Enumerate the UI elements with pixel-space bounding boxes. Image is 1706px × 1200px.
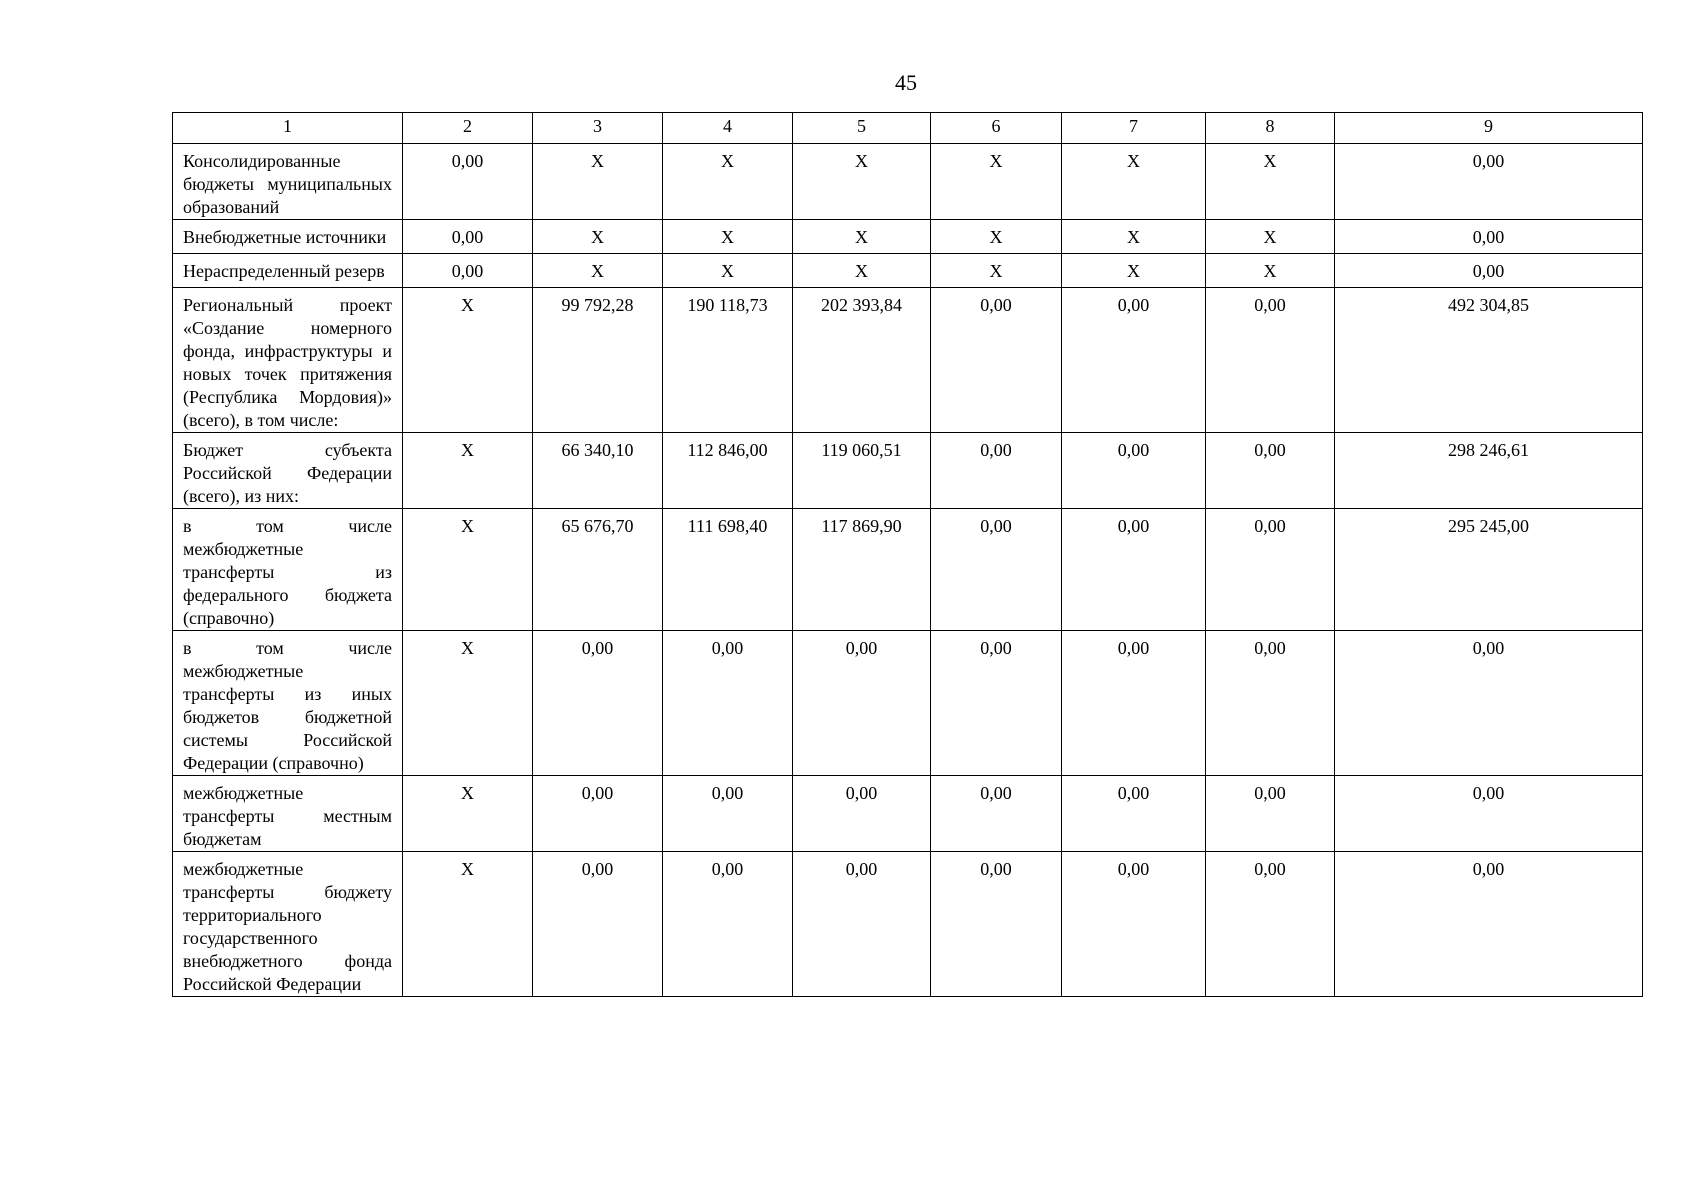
table-cell: X: [1062, 254, 1206, 288]
column-header: 6: [931, 113, 1062, 144]
table-cell: X: [403, 433, 533, 509]
table-cell: 0,00: [1062, 288, 1206, 433]
column-header: 7: [1062, 113, 1206, 144]
table-cell: 0,00: [533, 631, 663, 776]
table-cell: X: [663, 220, 793, 254]
table-cell: 112 846,00: [663, 433, 793, 509]
table-cell: 119 060,51: [793, 433, 931, 509]
column-header: 9: [1335, 113, 1643, 144]
table-cell: 0,00: [931, 852, 1062, 997]
table-cell: 0,00: [1206, 433, 1335, 509]
column-header: 1: [173, 113, 403, 144]
budget-table: [172, 112, 1643, 997]
table-cell: 0,00: [1206, 852, 1335, 997]
table-cell: 492 304,85: [1335, 288, 1643, 433]
table-row: [173, 433, 1643, 509]
table-row: [173, 852, 1643, 997]
row-label: Внебюджетные источники: [173, 220, 403, 254]
table-cell: 0,00: [663, 631, 793, 776]
table-cell: X: [1206, 144, 1335, 220]
table-cell: 190 118,73: [663, 288, 793, 433]
table-cell: 0,00: [1206, 509, 1335, 631]
row-label: Региональный проект «Создание номерного фонда, инфраструктуры и новых точек притяжения (Республика Мордовия)» (всего), в том числе:: [173, 288, 403, 433]
table-cell: X: [1062, 144, 1206, 220]
table-cell: X: [931, 254, 1062, 288]
row-label: Бюджет субъекта Российской Федерации (всего), из них:: [173, 433, 403, 509]
table-cell: 0,00: [793, 631, 931, 776]
table-row: [173, 220, 1643, 254]
table-cell: 0,00: [1206, 288, 1335, 433]
table-cell: 0,00: [1062, 852, 1206, 997]
table-cell: 0,00: [1206, 631, 1335, 776]
table-cell: 0,00: [533, 776, 663, 852]
table-cell: 0,00: [403, 254, 533, 288]
row-label: Нераспределенный резерв: [173, 254, 403, 288]
table-cell: 0,00: [931, 433, 1062, 509]
table-cell: 0,00: [1335, 220, 1643, 254]
table-cell: 0,00: [1062, 509, 1206, 631]
table-cell: 0,00: [1335, 776, 1643, 852]
table-cell: 0,00: [931, 631, 1062, 776]
row-label: в том числе межбюджетные трансферты из иных бюджетов бюджетной системы Российской Федерации (справочно): [173, 631, 403, 776]
page-number: 45: [895, 70, 917, 95]
row-label: межбюджетные трансферты бюджету территориального государственного внебюджетного фонда Российской Федерации: [173, 852, 403, 997]
table-cell: X: [533, 254, 663, 288]
table-cell: 0,00: [1335, 144, 1643, 220]
row-label: Консолидированные бюджеты муниципальных образований: [173, 144, 403, 220]
table-row: [173, 631, 1643, 776]
column-header: 3: [533, 113, 663, 144]
column-header: 2: [403, 113, 533, 144]
table-cell: 202 393,84: [793, 288, 931, 433]
table-cell: X: [1062, 220, 1206, 254]
table-cell: 0,00: [1062, 631, 1206, 776]
table-cell: 0,00: [931, 776, 1062, 852]
table-cell: X: [1206, 254, 1335, 288]
column-header: 4: [663, 113, 793, 144]
table-cell: 99 792,28: [533, 288, 663, 433]
table-cell: X: [793, 144, 931, 220]
table-cell: 0,00: [1062, 776, 1206, 852]
table-cell: 66 340,10: [533, 433, 663, 509]
table-cell: X: [931, 144, 1062, 220]
column-header: 8: [1206, 113, 1335, 144]
column-number-row: [173, 113, 1643, 144]
table-cell: 0,00: [403, 144, 533, 220]
table-cell: 0,00: [931, 288, 1062, 433]
table-cell: 65 676,70: [533, 509, 663, 631]
table-cell: 0,00: [1335, 254, 1643, 288]
table-row: [173, 776, 1643, 852]
table-cell: 0,00: [793, 852, 931, 997]
table-cell: X: [533, 144, 663, 220]
table-cell: X: [403, 509, 533, 631]
table-cell: X: [663, 144, 793, 220]
table-cell: 111 698,40: [663, 509, 793, 631]
table-cell: X: [793, 254, 931, 288]
table-cell: X: [1206, 220, 1335, 254]
table-cell: X: [403, 631, 533, 776]
row-label: межбюджетные трансферты местным бюджетам: [173, 776, 403, 852]
table-cell: X: [663, 254, 793, 288]
table-cell: X: [403, 776, 533, 852]
table-cell: X: [793, 220, 931, 254]
table-cell: 0,00: [793, 776, 931, 852]
table-cell: 0,00: [1335, 852, 1643, 997]
table-cell: X: [403, 288, 533, 433]
table-cell: X: [403, 852, 533, 997]
table-cell: 0,00: [663, 776, 793, 852]
table-cell: X: [931, 220, 1062, 254]
table-cell: 0,00: [1062, 433, 1206, 509]
table-cell: 0,00: [403, 220, 533, 254]
table-cell: 295 245,00: [1335, 509, 1643, 631]
table-cell: 0,00: [1206, 776, 1335, 852]
row-label: в том числе межбюджетные трансферты из федерального бюджета (справочно): [173, 509, 403, 631]
table-row: [173, 288, 1643, 433]
table-cell: 0,00: [1335, 631, 1643, 776]
table-row: [173, 144, 1643, 220]
table-cell: 0,00: [931, 509, 1062, 631]
table-row: [173, 254, 1643, 288]
table-cell: 0,00: [663, 852, 793, 997]
table-row: [173, 509, 1643, 631]
table-cell: 0,00: [533, 852, 663, 997]
table-cell: 298 246,61: [1335, 433, 1643, 509]
column-header: 5: [793, 113, 931, 144]
table-cell: 117 869,90: [793, 509, 931, 631]
table-cell: X: [533, 220, 663, 254]
